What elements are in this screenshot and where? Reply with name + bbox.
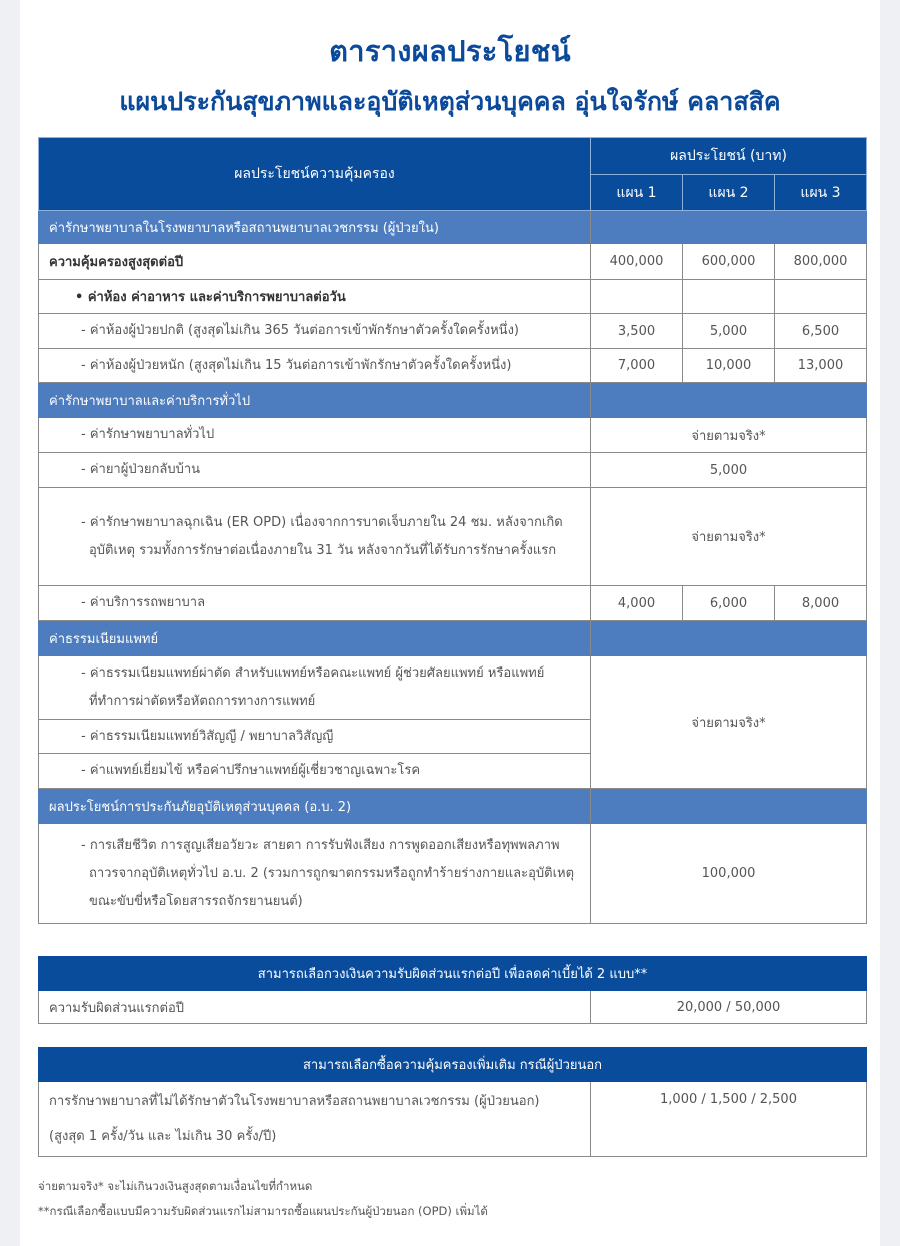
plan-3-value: 800,000 <box>775 244 867 280</box>
row-label: - ค่ารักษาพยาบาลฉุกเฉิน (ER OPD) เนื่องจากการบาดเจ็บภายใน 24 ชม. หลังจากเกิดอุบัติเหตุ รวมทั้งการรักษาต่อเนื่องภายใน 31 วัน หลังจากวันที่ได้รับการรักษาครั้งแรก <box>39 488 591 586</box>
section-header-fill <box>591 789 867 824</box>
row-label: ความคุ้มครองสูงสุดต่อปี <box>39 244 591 280</box>
row-label: - ค่าธรรมเนียมแพทย์วิสัญญี / พยาบาลวิสัญญี <box>39 720 591 754</box>
footnote-2: **กรณีเลือกซื้อแบบมีความรับผิดส่วนแรกไม่สามารถซื้อแผนประกันผู้ป่วยนอก (OPD) เพิ่มได้ <box>38 1204 488 1218</box>
page-title: ตารางผลประโยชน์ <box>329 34 571 68</box>
section-header: ผลประโยชน์การประกันภัยอุบัติเหตุส่วนบุคคล (อ.บ. 2) <box>39 789 591 824</box>
table-row <box>39 280 867 314</box>
plan-3-value: 6,500 <box>775 314 867 349</box>
table-row <box>39 453 867 488</box>
deductible-table <box>38 956 867 1024</box>
section-header-fill <box>591 211 867 244</box>
opd-label <box>39 1082 591 1157</box>
table-row <box>39 824 867 924</box>
plan-3-value: 8,000 <box>775 586 867 621</box>
plan-3-value <box>775 280 867 314</box>
deductible-value: 20,000 / 50,000 <box>591 991 867 1024</box>
merged-value: จ่ายตามจริง* <box>591 656 867 789</box>
section-header-fill <box>591 621 867 656</box>
section-header: ค่ารักษาพยาบาลในโรงพยาบาลหรือสถานพยาบาลเวชกรรม (ผู้ป่วยใน) <box>39 211 591 244</box>
benefit-table <box>38 137 867 924</box>
section-header: ค่าธรรมเนียมแพทย์ <box>39 621 591 656</box>
row-label: - ค่าบริการรถพยาบาล <box>39 586 591 621</box>
table-row <box>39 244 867 280</box>
table-row <box>39 586 867 621</box>
row-label: - ค่าห้องผู้ป่วยหนัก (สูงสุดไม่เกิน 15 วันต่อการเข้าพักรักษาตัวครั้งใดครั้งหนึ่ง) <box>39 349 591 383</box>
opd-label-line1: การรักษาพยาบาลที่ไม่ได้รักษาตัวในโรงพยาบาลหรือสถานพยาบาลเวชกรรม (ผู้ป่วยนอก) <box>49 1094 540 1109</box>
plan-2-value: 10,000 <box>683 349 775 383</box>
coverage-header: ผลประโยชน์ความคุ้มครอง <box>39 138 591 211</box>
plan-1-value: 3,500 <box>591 314 683 349</box>
table-row <box>39 349 867 383</box>
plan-1-value <box>591 280 683 314</box>
merged-value: 5,000 <box>591 453 867 488</box>
plan-2-value: 5,000 <box>683 314 775 349</box>
plan-2-value <box>683 280 775 314</box>
deductible-label: ความรับผิดส่วนแรกต่อปี <box>39 991 591 1024</box>
row-label: • ค่าห้อง ค่าอาหาร และค่าบริการพยาบาลต่อวัน <box>39 280 591 314</box>
plan-1-value: 7,000 <box>591 349 683 383</box>
plan-3-value: 13,000 <box>775 349 867 383</box>
plan-1-value: 400,000 <box>591 244 683 280</box>
table-row <box>39 656 867 720</box>
table-row <box>39 418 867 453</box>
row-label: - ค่ารักษาพยาบาลทั่วไป <box>39 418 591 453</box>
plan-1-value: 4,000 <box>591 586 683 621</box>
plan-3-header: แผน 3 <box>775 175 867 211</box>
section-header-fill <box>591 383 867 418</box>
merged-value: จ่ายตามจริง* <box>591 488 867 586</box>
plan-2-header: แผน 2 <box>683 175 775 211</box>
footnote-1: จ่ายตามจริง* จะไม่เกินวงเงินสูงสุดตามเงื่อนไขที่กำหนด <box>38 1179 313 1193</box>
benefit-header: ผลประโยชน์ (บาท) <box>591 138 867 175</box>
plan-2-value: 6,000 <box>683 586 775 621</box>
opd-header: สามารถเลือกซื้อความคุ้มครองเพิ่มเติม กรณีผู้ป่วยนอก <box>39 1048 867 1082</box>
section-header: ค่ารักษาพยาบาลและค่าบริการทั่วไป <box>39 383 591 418</box>
plan-2-value: 600,000 <box>683 244 775 280</box>
table-row <box>39 488 867 586</box>
opd-value: 1,000 / 1,500 / 2,500 <box>591 1082 867 1157</box>
row-label: - ค่ายาผู้ป่วยกลับบ้าน <box>39 453 591 488</box>
plan-1-header: แผน 1 <box>591 175 683 211</box>
opd-table <box>38 1047 867 1157</box>
page-subtitle: แผนประกันสุขภาพและอุบัติเหตุส่วนบุคคล อุ่นใจรักษ์ คลาสสิค <box>119 87 781 116</box>
row-label: - ค่าห้องผู้ป่วยปกติ (สูงสุดไม่เกิน 365 วันต่อการเข้าพักรักษาตัวครั้งใดครั้งหนึ่ง) <box>39 314 591 349</box>
deductible-header: สามารถเลือกวงเงินความรับผิดส่วนแรกต่อปี เพื่อลดค่าเบี้ยได้ 2 แบบ** <box>39 957 867 991</box>
benefit-document <box>20 0 880 1246</box>
merged-value: จ่ายตามจริง* <box>591 418 867 453</box>
row-label: - ค่าแพทย์เยี่ยมไข้ หรือค่าปรึกษาแพทย์ผู้เชี่ยวชาญเฉพาะโรค <box>39 754 591 789</box>
row-label: - ค่าธรรมเนียมแพทย์ผ่าตัด สำหรับแพทย์หรือคณะแพทย์ ผู้ช่วยศัลยแพทย์ หรือแพทย์ที่ทำการผ่าตัดหรือหัตถการทางการแพทย์ <box>39 656 591 720</box>
row-label: - การเสียชีวิต การสูญเสียอวัยวะ สายตา การรับฟังเสียง การพูดออกเสียงหรือทุพพลภาพถาวรจากอุบัติเหตุทั่วไป อ.บ. 2 (รวมการถูกฆาตกรรมหรือถูกทำร้ายร่างกายและอุบัติเหตุขณะขับขี่หรือโดยสารรถจักรยานยนต์) <box>39 824 591 924</box>
table-row <box>39 314 867 349</box>
opd-label-line2: (สูงสุด 1 ครั้ง/วัน และ ไม่เกิน 30 ครั้ง/ปี) <box>49 1129 277 1144</box>
merged-value: 100,000 <box>591 824 867 924</box>
